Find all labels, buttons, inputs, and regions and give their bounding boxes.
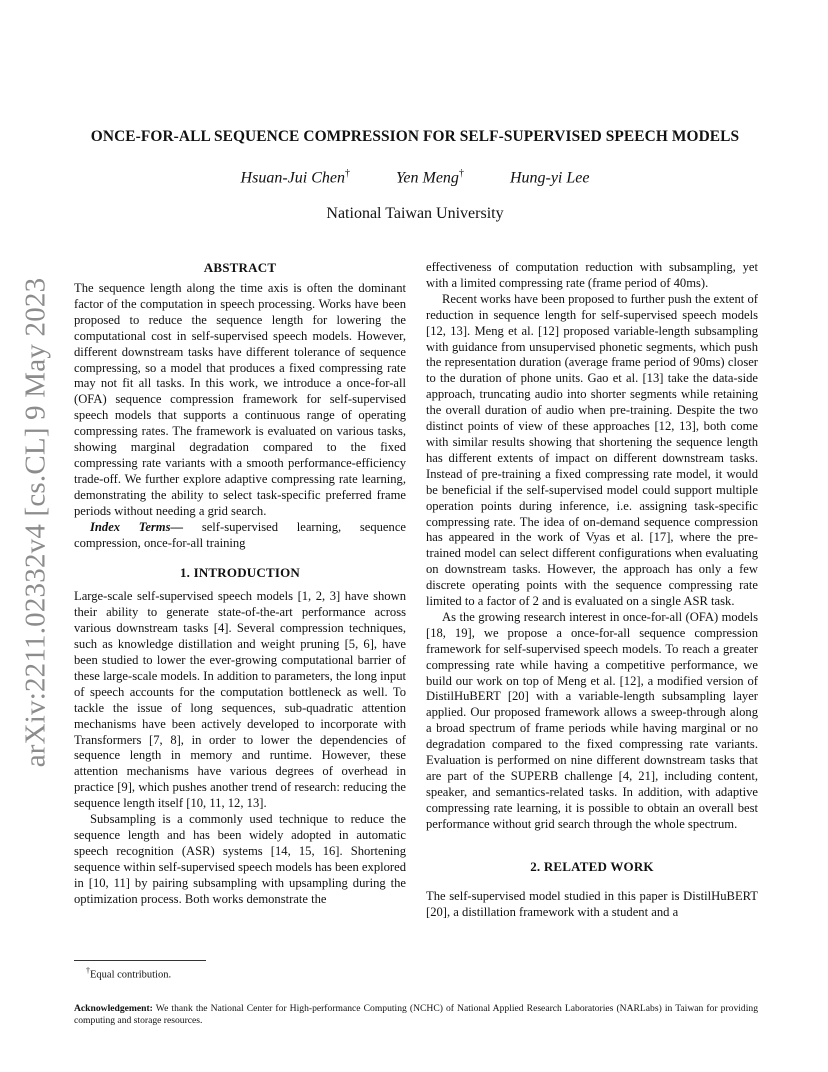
- related-work-heading: 2. RELATED WORK: [530, 858, 654, 874]
- footnote: †Equal contribution.: [86, 966, 172, 981]
- intro-paragraph-2: Subsampling is a commonly used technique to reduce the sequence length and has been widely adopted in automatic speech recognition (ASR) systems [14, 15, 16]. Shortening sequence within self-supervised speech models has been explored in [10, 11] by pairing subsampling with upsampling during the optimization process. Both works demonstrate the: [74, 812, 406, 906]
- affiliation: National Taiwan University: [326, 205, 504, 222]
- author: Hung-yi Lee: [509, 169, 590, 187]
- right-paragraph-2: Recent works have been proposed to further push the extent of reduction in sequence length for self-supervised speech models [12, 13]. Meng et al. [12] proposed variable-length subsampling with guidance from unsupervised phonetic segments, which push the representation duration (average frame period of 90ms) closer to the duration of phone units. Gao et al. [13] take the data-side approach, truncating audio into shorter segments while retaining the overall duration of audio when pre-training. Despite the two distinct points of view of these approaches [12, 13], both come with similar results showing that shortening the sequence length has different extents of impact on different downstream tasks. Instead of pre-training a fixed compressing rate model, it would be beneficial if the self-supervised model could support multiple operation points during inference, i.e. assigning task-specific compressing rate. The idea of on-demand sequence compression has appeared in the work of Vyas et al. [17], where the pre-trained model can select different configurations when evaluating on downstream tasks. However, the approach has only a few discrete operating points with the sequence compressing rate limited to a factor of 2 and is evaluated on a single ASR task.: [426, 291, 758, 609]
- acknowledgement: Acknowledgement: We thank the National Center for High-performance Computing (NCHC) of National Applied Research Laboratories (NARLabs) in Taiwan for providing computing and storage resources.: [74, 1003, 758, 1026]
- abstract-text: The sequence length along the time axis is often the dominant factor of the computation in speech processing. Works have been proposed to reduce the sequence length for lowering the computational cost in self-supervised speech models. However, different downstream tasks have different tolerance of sequence compressing, so a model that produces a fixed compressing rate may not fit all tasks. In this work, we introduce a once-for-all (OFA) sequence compression framework for self-supervised speech models that supports a continuous range of operating compressing rates. The framework is evaluated on various tasks, showing marginal degradation compared to the fixed compressing rate variants with a smooth performance-efficiency trade-off. We further explore adaptive compressing rate learning, demonstrating the ability to select task-specific preferred frame periods without needing a grid search.: [74, 281, 406, 518]
- related-work-text: The self-supervised model studied in this paper is DistilHuBERT [20], a distillation framework with a student and a: [426, 888, 758, 919]
- paper-title: ONCE-FOR-ALL SEQUENCE COMPRESSION FOR SELF-SUPERVISED SPEECH MODELS: [90, 128, 740, 145]
- author-list: [70, 168, 760, 187]
- arxiv-sidebar-stamp: [12, 277, 60, 768]
- index-terms: Index Terms— self-supervised learning, sequence compression, once-for-all training: [74, 519, 406, 550]
- arxiv-identifier: arXiv:2211.02332v4 [cs.CL] 9 May 2023: [19, 277, 52, 768]
- footnote-rule: [74, 960, 206, 961]
- right-column: [426, 260, 758, 920]
- introduction-heading: 1. INTRODUCTION: [179, 565, 300, 581]
- author: Yen Meng†: [395, 168, 464, 187]
- right-paragraph-1: effectiveness of computation reduction with subsampling, yet with a limited compressing rate (frame period of 40ms).: [426, 260, 758, 290]
- abstract-heading: ABSTRACT: [203, 260, 277, 275]
- intro-paragraph-1: Large-scale self-supervised speech models [1, 2, 3] have shown their ability to generate state-of-the-art performance across various downstream tasks [4]. Several compression techniques, such as knowledge distillation and weight pruning [5, 6], have been studied to lower the ever-growing computational barrier of these large-scale models. In addition to parameters, the long input of speech accounts for the computation bottleneck as well. To tackle the issue of long sequences, sub-quadratic attention mechanisms have been actively developed to incorporate with Transformers [7, 8], in order to lower the dependencies of sequence length in memory and runtime. However, these attention mechanisms have various degrees of overhead in practice [9], which pushes another trend of research: reducing the sequence length itself [10, 11, 12, 13].: [74, 589, 406, 811]
- left-column: [74, 260, 406, 908]
- author: Hsuan-Jui Chen†: [240, 168, 350, 187]
- right-paragraph-3: As the growing research interest in once-for-all (OFA) models [18, 19], we propose a once-for-all sequence compression framework for self-supervised speech models. To reach a greater compressing rate while having a competitive performance, we build our work on top of Meng et al. [12], a modified version of DistilHuBERT [20] with a variable-length subsampling layer applied. Our proposed framework allows a sweep-through along a broad spectrum of frame periods while having marginal or no degradation compared to the fixed compressing rate variants. Evaluation is performed on nine different downstream tasks that are part of the SUPERB challenge [4, 21], including content, speaker, and semantics-related tasks. In addition, with adaptive compressing rate learning, it is possible to obtain an overall best performance without grid search through the whole spectrum.: [426, 609, 758, 831]
